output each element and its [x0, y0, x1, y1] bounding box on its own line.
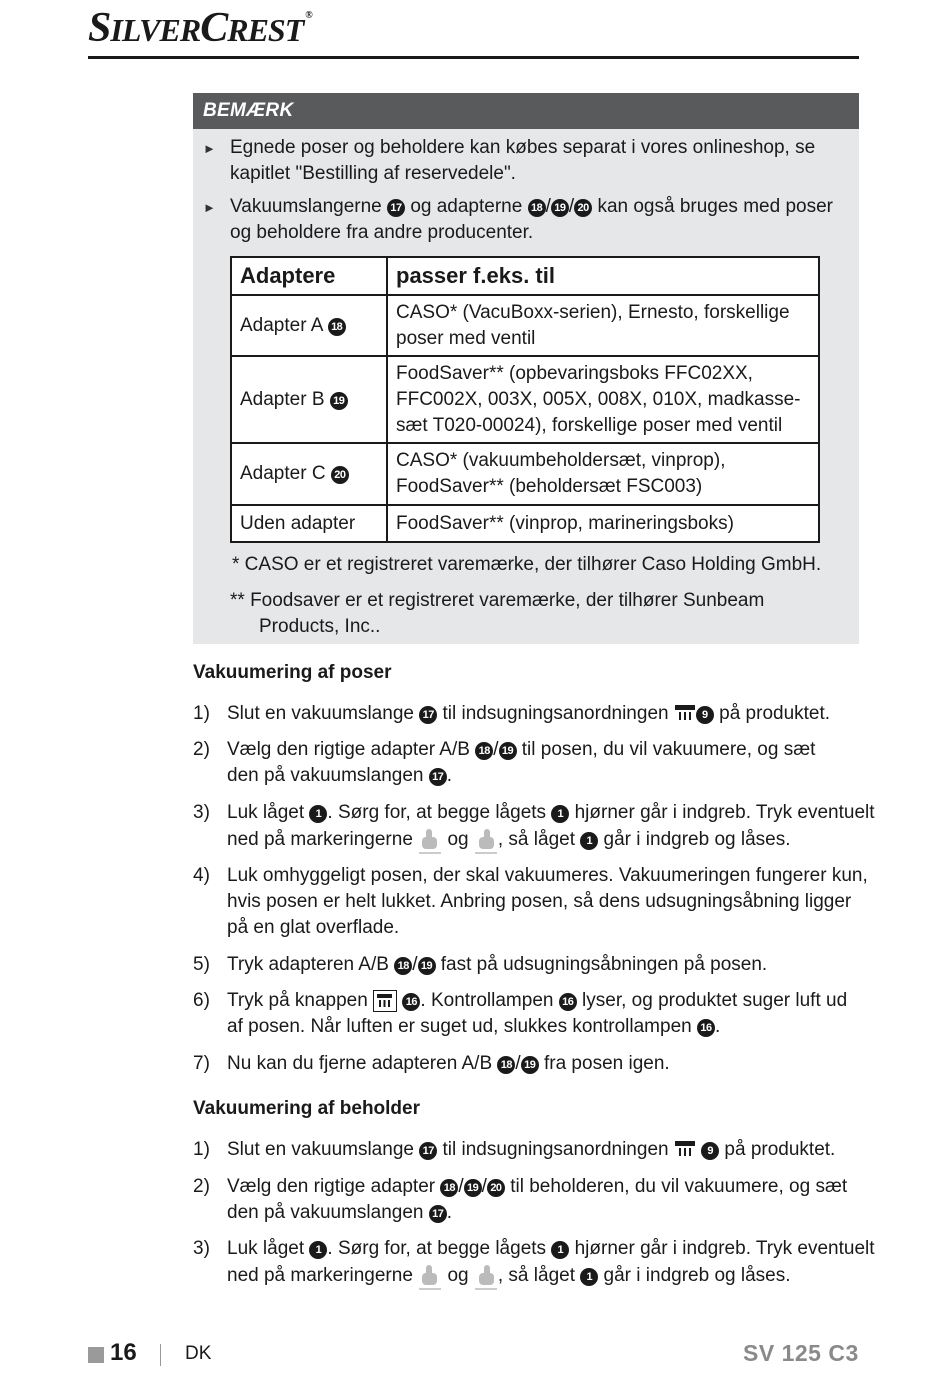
note-bullet-1-line1: Egnede poser og beholdere kan købes separat i vores onlineshop, se — [230, 137, 816, 158]
suction-icon — [674, 702, 696, 722]
note-bullet-2-line2: og beholdere fra andre producenter. — [230, 222, 534, 243]
step-2: Vælg den rigtige adapter A/B 18 / 19 til posen, du vil vakuumere, og sæt — [227, 739, 816, 760]
page-number: 16 — [110, 1339, 137, 1366]
press-marker-icon — [418, 1263, 442, 1291]
footer-square-icon — [88, 1347, 104, 1363]
brand-logo: SILVERCREST ® — [88, 5, 312, 51]
table-header-fits: passer f.eks. til — [387, 257, 819, 295]
ref-17: 17 — [387, 199, 405, 217]
table-row: Adapter A 18 CASO* (VacuBoxx-serien), Ernesto, forskellige poser med ventil — [231, 295, 819, 356]
table-row: Adapter B 19 FoodSaver** (opbevaringsboks FFC02XX, FFC002X, 003X, 005X, 008X, 010X, madkasse- sæt T020-00024), forskellige poser med ventil — [231, 356, 819, 443]
note-bullet-1 — [203, 135, 216, 162]
footnote-2-line1: ** Foodsaver er et registreret varemærke, der tilhører Sunbeam — [230, 590, 765, 611]
press-marker-icon — [474, 827, 498, 855]
step-2: Vælg den rigtige adapter 18 / 19 / 20 til beholderen, du vil vakuumere, og sæt — [227, 1176, 848, 1197]
footnote-1: * CASO er et registreret varemærke, der tilhører Caso Holding GmbH. — [232, 554, 822, 575]
table-header-adapter: Adaptere — [231, 257, 387, 295]
footnote-2-line2: Products, Inc.. — [259, 616, 381, 637]
table-row: Uden adapter FoodSaver** (vinprop, marineringsboks) — [231, 505, 819, 542]
bullet-arrow-icon: ► — [203, 200, 216, 215]
step-6: Tryk på knappen 16 . Kontrollampen 16 lyser, og produktet suger luft ud — [227, 990, 848, 1011]
step-3: Luk låget 1 . Sørg for, at begge lågets 1 hjørner går i indgreb. Tryk eventuelt — [227, 1238, 875, 1259]
language-code: DK — [185, 1343, 212, 1364]
step-5: Tryk adapteren A/B 18 / 19 fast på udsugningsåbningen på posen. — [227, 954, 768, 975]
adapter-table — [230, 256, 820, 543]
step-4: Luk omhyggeligt posen, der skal vakuumeres. Vakuumeringen fungerer kun, — [227, 865, 868, 886]
vacuum-button-icon — [373, 990, 397, 1012]
step-3: Luk låget 1 . Sørg for, at begge lågets 1 hjørner går i indgreb. Tryk eventuelt — [227, 802, 875, 823]
step-1: Slut en vakuumslange 17 til indsugningsanordningen 9 på produktet. — [227, 1139, 836, 1160]
note-header — [193, 93, 859, 129]
section-title-bags: Vakuumering af poser — [193, 662, 392, 683]
suction-icon — [674, 1138, 696, 1158]
step-7: Nu kan du fjerne adapteren A/B 18 / 19 fra posen igen. — [227, 1053, 670, 1074]
header-rule — [88, 56, 859, 59]
note-title: BEMÆRK — [203, 100, 294, 121]
note-bullet-1-line2: kapitlet "Bestilling af reservedele". — [230, 163, 516, 184]
press-marker-icon — [418, 827, 442, 855]
press-marker-icon — [474, 1263, 498, 1291]
step-1: Slut en vakuumslange 17 til indsugningsanordningen 9 på produktet. — [227, 703, 831, 724]
note-bullet-2 — [203, 194, 216, 221]
bullet-arrow-icon: ► — [203, 141, 216, 156]
note-bullet-2-line1: Vakuumslangerne 17 og adapterne 18 / 19 / 20 kan også bruges med poser — [230, 196, 833, 217]
section-title-containers: Vakuumering af beholder — [193, 1098, 420, 1119]
model-number: SV 125 C3 — [743, 1340, 859, 1366]
table-row: Adapter C 20 CASO* (vakuumbeholdersæt, vinprop), FoodSaver** (beholdersæt FSC003) — [231, 443, 819, 505]
footer-divider — [160, 1344, 161, 1366]
